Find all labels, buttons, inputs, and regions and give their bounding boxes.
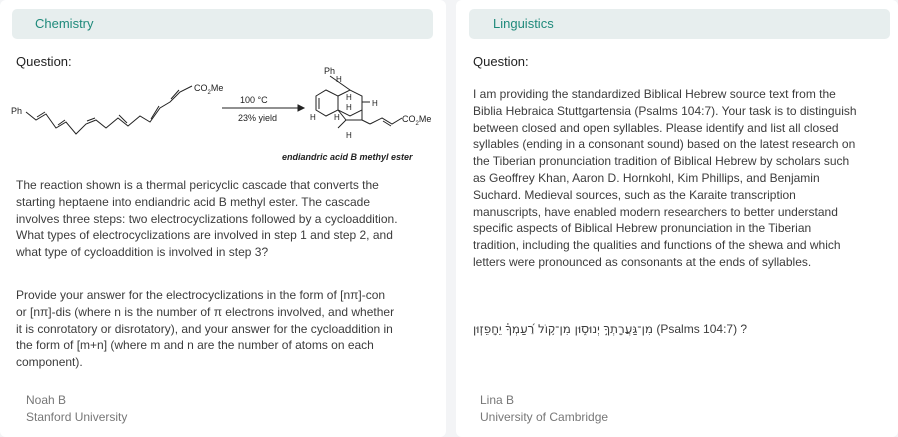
- h-label: H: [336, 75, 342, 84]
- hebrew-verse-line: [473, 322, 873, 336]
- author-affiliation: University of Cambridge: [480, 410, 609, 424]
- question-paragraph: The reaction shown is a thermal pericyclic cascade that converts the starting heptaene into endiandric acid B methyl ester. The cascade involves three steps: two electrocyclizations followed by a cycloaddition. What types of electrocyclizations are involved in step 1 and step 2, and what type of cycloaddition is involved in step 3?: [16, 178, 398, 260]
- question-card-chemistry: [0, 0, 446, 437]
- reaction-scheme: [8, 62, 438, 166]
- condition-temperature: 100 °C: [240, 95, 268, 105]
- author-name: Lina B: [480, 393, 515, 407]
- h-label: H: [310, 113, 316, 122]
- answer-format-paragraph: Provide your answer for the electrocyclizations in the form of [nπ]-con or [nπ]-dis (where n is the number of π electrons involved, and whether it is conrotatory or disrotatory), and your answer for the cycloaddition in the form of [m+n] (where m and n are the number of atoms on each component).: [16, 288, 395, 370]
- ester-label-start: $CO_2Me$: [194, 83, 224, 96]
- h-label: H: [346, 131, 352, 140]
- h-label: H: [334, 113, 340, 122]
- author-affiliation: Stanford University: [26, 410, 128, 424]
- author-name: Noah B: [26, 393, 67, 407]
- question-card-linguistics: [456, 0, 898, 437]
- phenyl-label-product: Ph: [324, 66, 336, 76]
- category-tag: Linguistics: [469, 9, 890, 39]
- hebrew-text: מִן־גַּעֲרָתְךָ֣ יְנוּס֑וּן מִן־ק֥וֹל רַ֝עַמְךָ֗ יֵחָפֵזֽוּן: [473, 322, 654, 336]
- phenyl-label-start: Ph: [11, 106, 23, 116]
- ester-label-product: $CO_2Me$: [402, 114, 432, 127]
- h-label: H: [346, 93, 352, 102]
- verse-reference: (Psalms 104:7) ?: [653, 322, 748, 336]
- category-tag: Chemistry: [12, 9, 433, 39]
- question-label: Question:: [16, 54, 72, 69]
- condition-yield: 23% yield: [238, 113, 278, 123]
- h-label: H: [346, 103, 352, 112]
- product-name: endiandric acid B methyl ester: [282, 152, 413, 162]
- heptaene-chain: [26, 86, 192, 134]
- h-label: H: [372, 99, 378, 108]
- question-paragraph: I am providing the standardized Biblical Hebrew source text from the Biblia Hebraica Stuttgartensia (Psalms 104:7). Your task is to distinguish between closed and open syllables. Please identify and list all closed syllables (ending in a consonant sound) based on the latest research on the Tiberian pronunciation tradition of Biblical Hebrew by scholars such as Geoffrey Khan, Aaron D. Hornkohl, Kim Phillips, and Benjamin Suchard. Medieval sources, such as the Karaite transcription manuscripts, have enabled modern researchers to better understand specific aspects of Biblical Hebrew pronunciation in the Tiberian tradition, including the qualities and functions of the shewa and which letters were pronounced as consonants at the ends of syllables.: [473, 87, 857, 269]
- question-label: Question:: [473, 54, 529, 69]
